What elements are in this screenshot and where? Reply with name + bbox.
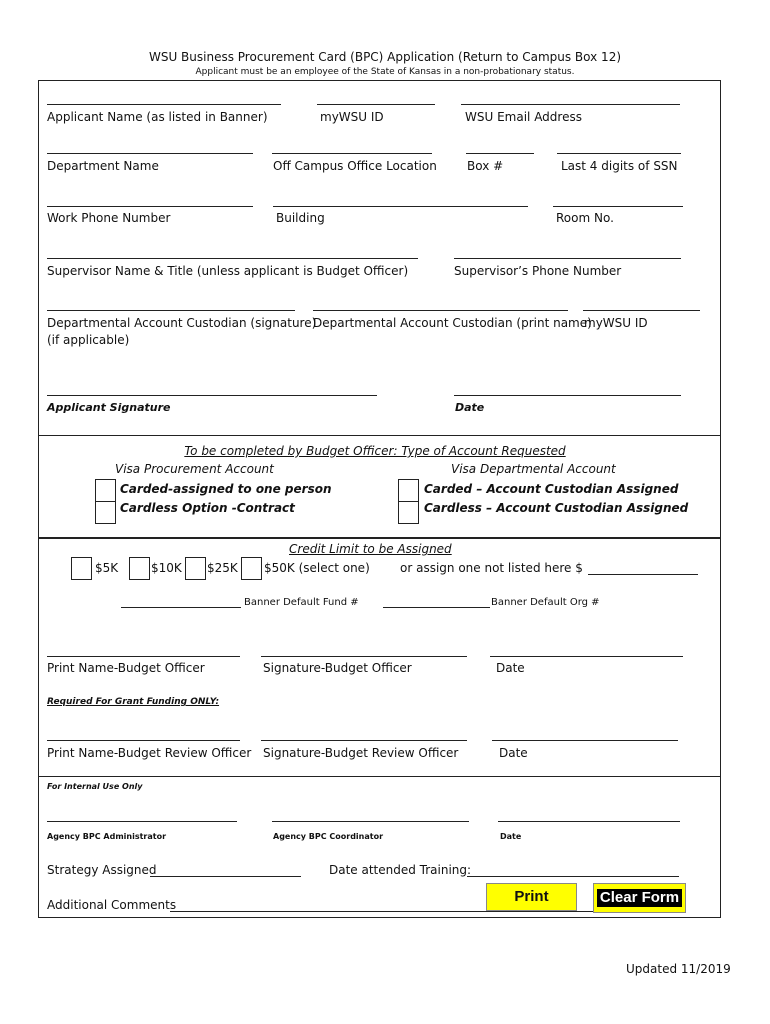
section-divider-thick [38, 537, 721, 539]
default-fund-label: Banner Default Fund # [244, 597, 359, 608]
credit-limit-heading: Credit Limit to be Assigned [289, 542, 452, 556]
building-field[interactable] [273, 206, 528, 207]
custodian-id-field[interactable] [583, 310, 700, 311]
carded-custodian-checkbox[interactable] [398, 479, 419, 502]
offcampus-label: Off Campus Office Location [273, 159, 437, 173]
mywsu-id-field[interactable] [317, 104, 435, 105]
applicant-signature-field[interactable] [47, 395, 377, 396]
section-divider [38, 435, 721, 436]
internal-date-label: Date [500, 832, 522, 841]
limit-50k-label: $50K (select one) [264, 561, 370, 575]
limit-25k-checkbox[interactable] [185, 557, 206, 580]
budget-officer-heading: To be completed by Budget Officer: Type of Account Requested [184, 444, 566, 458]
supervisor-phone-field[interactable] [454, 258, 681, 259]
cardless-contract-label: Cardless Option -Contract [120, 501, 295, 515]
budget-officer-date-field[interactable] [490, 656, 683, 657]
cardless-contract-checkbox[interactable] [95, 501, 116, 524]
review-officer-date-label: Date [499, 746, 528, 760]
limit-10k-checkbox[interactable] [129, 557, 150, 580]
applicant-date-field[interactable] [454, 395, 681, 396]
internal-use-heading: For Internal Use Only [47, 782, 143, 791]
work-phone-label: Work Phone Number [47, 211, 171, 225]
cardless-custodian-label: Cardless – Account Custodian Assigned [424, 501, 689, 515]
form-subtitle: Applicant must be an employee of the State of Kansas in a non-probationary status. [195, 67, 575, 77]
custodian-signature-field[interactable] [47, 310, 295, 311]
review-officer-signature-field[interactable] [261, 740, 467, 741]
bpc-coordinator-field[interactable] [272, 821, 469, 822]
limit-50k-checkbox[interactable] [241, 557, 262, 580]
custodian-print-label: Departmental Account Custodian (print name) [313, 316, 592, 330]
applicant-name-label: Applicant Name (as listed in Banner) [47, 110, 268, 124]
applicant-name-field[interactable] [47, 104, 281, 105]
supervisor-field[interactable] [47, 258, 418, 259]
internal-date-field[interactable] [498, 821, 680, 822]
custodian-signature-label: Departmental Account Custodian (signature) [47, 316, 317, 330]
review-officer-signature-label: Signature-Budget Review Officer [263, 746, 459, 760]
training-date-label: Date attended Training: [329, 863, 472, 877]
department-field[interactable] [47, 153, 253, 154]
review-officer-print-label: Print Name-Budget Review Officer [47, 746, 252, 760]
strategy-assigned-label: Strategy Assigned [47, 863, 157, 877]
additional-comments-label: Additional Comments [47, 898, 177, 912]
building-label: Building [276, 211, 325, 225]
bpc-admin-field[interactable] [47, 821, 237, 822]
default-org-field[interactable] [383, 607, 490, 608]
internal-divider [38, 776, 721, 777]
carded-one-label: Carded-assigned to one person [120, 482, 332, 496]
carded-custodian-label: Carded – Account Custodian Assigned [424, 482, 679, 496]
grant-funding-note: Required For Grant Funding ONLY: [47, 697, 220, 707]
form-title: WSU Business Procurement Card (BPC) Application (Return to Campus Box 12) [148, 50, 622, 64]
budget-officer-date-label: Date [496, 661, 525, 675]
custodian-id-label: myWSU ID [584, 316, 648, 330]
room-label: Room No. [556, 211, 614, 225]
updated-date: Updated 11/2019 [626, 962, 731, 976]
default-org-label: Banner Default Org # [491, 597, 600, 608]
review-officer-date-field[interactable] [492, 740, 678, 741]
limit-5k-checkbox[interactable] [71, 557, 92, 580]
print-button[interactable]: Print [486, 883, 577, 911]
limit-5k-label: $5K [95, 561, 119, 575]
custodian-signature-sublabel: (if applicable) [47, 333, 130, 347]
offcampus-field[interactable] [272, 153, 432, 154]
department-label: Department Name [47, 159, 159, 173]
limit-10k-label: $10K [151, 561, 182, 575]
supervisor-label: Supervisor Name & Title (unless applicant is Budget Officer) [47, 264, 409, 278]
budget-officer-print-label: Print Name-Budget Officer [47, 661, 205, 675]
visa-procurement-label: Visa Procurement Account [115, 462, 274, 476]
applicant-date-label: Date [455, 401, 485, 414]
supervisor-phone-label: Supervisor’s Phone Number [454, 264, 622, 278]
bpc-admin-label: Agency BPC Administrator [47, 832, 167, 841]
box-label: Box # [467, 159, 504, 173]
clear-form-button[interactable] [593, 883, 686, 913]
training-date-field[interactable] [467, 876, 679, 877]
applicant-signature-label: Applicant Signature [47, 401, 171, 414]
clear-form-label: Clear Form [597, 889, 682, 907]
ssn-field[interactable] [557, 153, 681, 154]
email-field[interactable] [461, 104, 680, 105]
budget-officer-print-field[interactable] [47, 656, 240, 657]
room-field[interactable] [553, 206, 683, 207]
other-limit-field[interactable] [588, 574, 698, 575]
box-field[interactable] [466, 153, 534, 154]
limit-25k-label: $25K [207, 561, 238, 575]
review-officer-print-field[interactable] [47, 740, 240, 741]
email-label: WSU Email Address [465, 110, 582, 124]
default-fund-field[interactable] [121, 607, 241, 608]
bpc-coordinator-label: Agency BPC Coordinator [273, 832, 384, 841]
budget-officer-signature-label: Signature-Budget Officer [263, 661, 412, 675]
ssn-label: Last 4 digits of SSN [561, 159, 678, 173]
other-limit-label: or assign one not listed here $ [400, 561, 583, 575]
mywsu-id-label: myWSU ID [320, 110, 384, 124]
cardless-custodian-checkbox[interactable] [398, 501, 419, 524]
carded-one-checkbox[interactable] [95, 479, 116, 502]
strategy-assigned-field[interactable] [150, 876, 301, 877]
work-phone-field[interactable] [47, 206, 253, 207]
visa-departmental-label: Visa Departmental Account [451, 462, 616, 476]
custodian-print-field[interactable] [313, 310, 568, 311]
budget-officer-signature-field[interactable] [261, 656, 467, 657]
